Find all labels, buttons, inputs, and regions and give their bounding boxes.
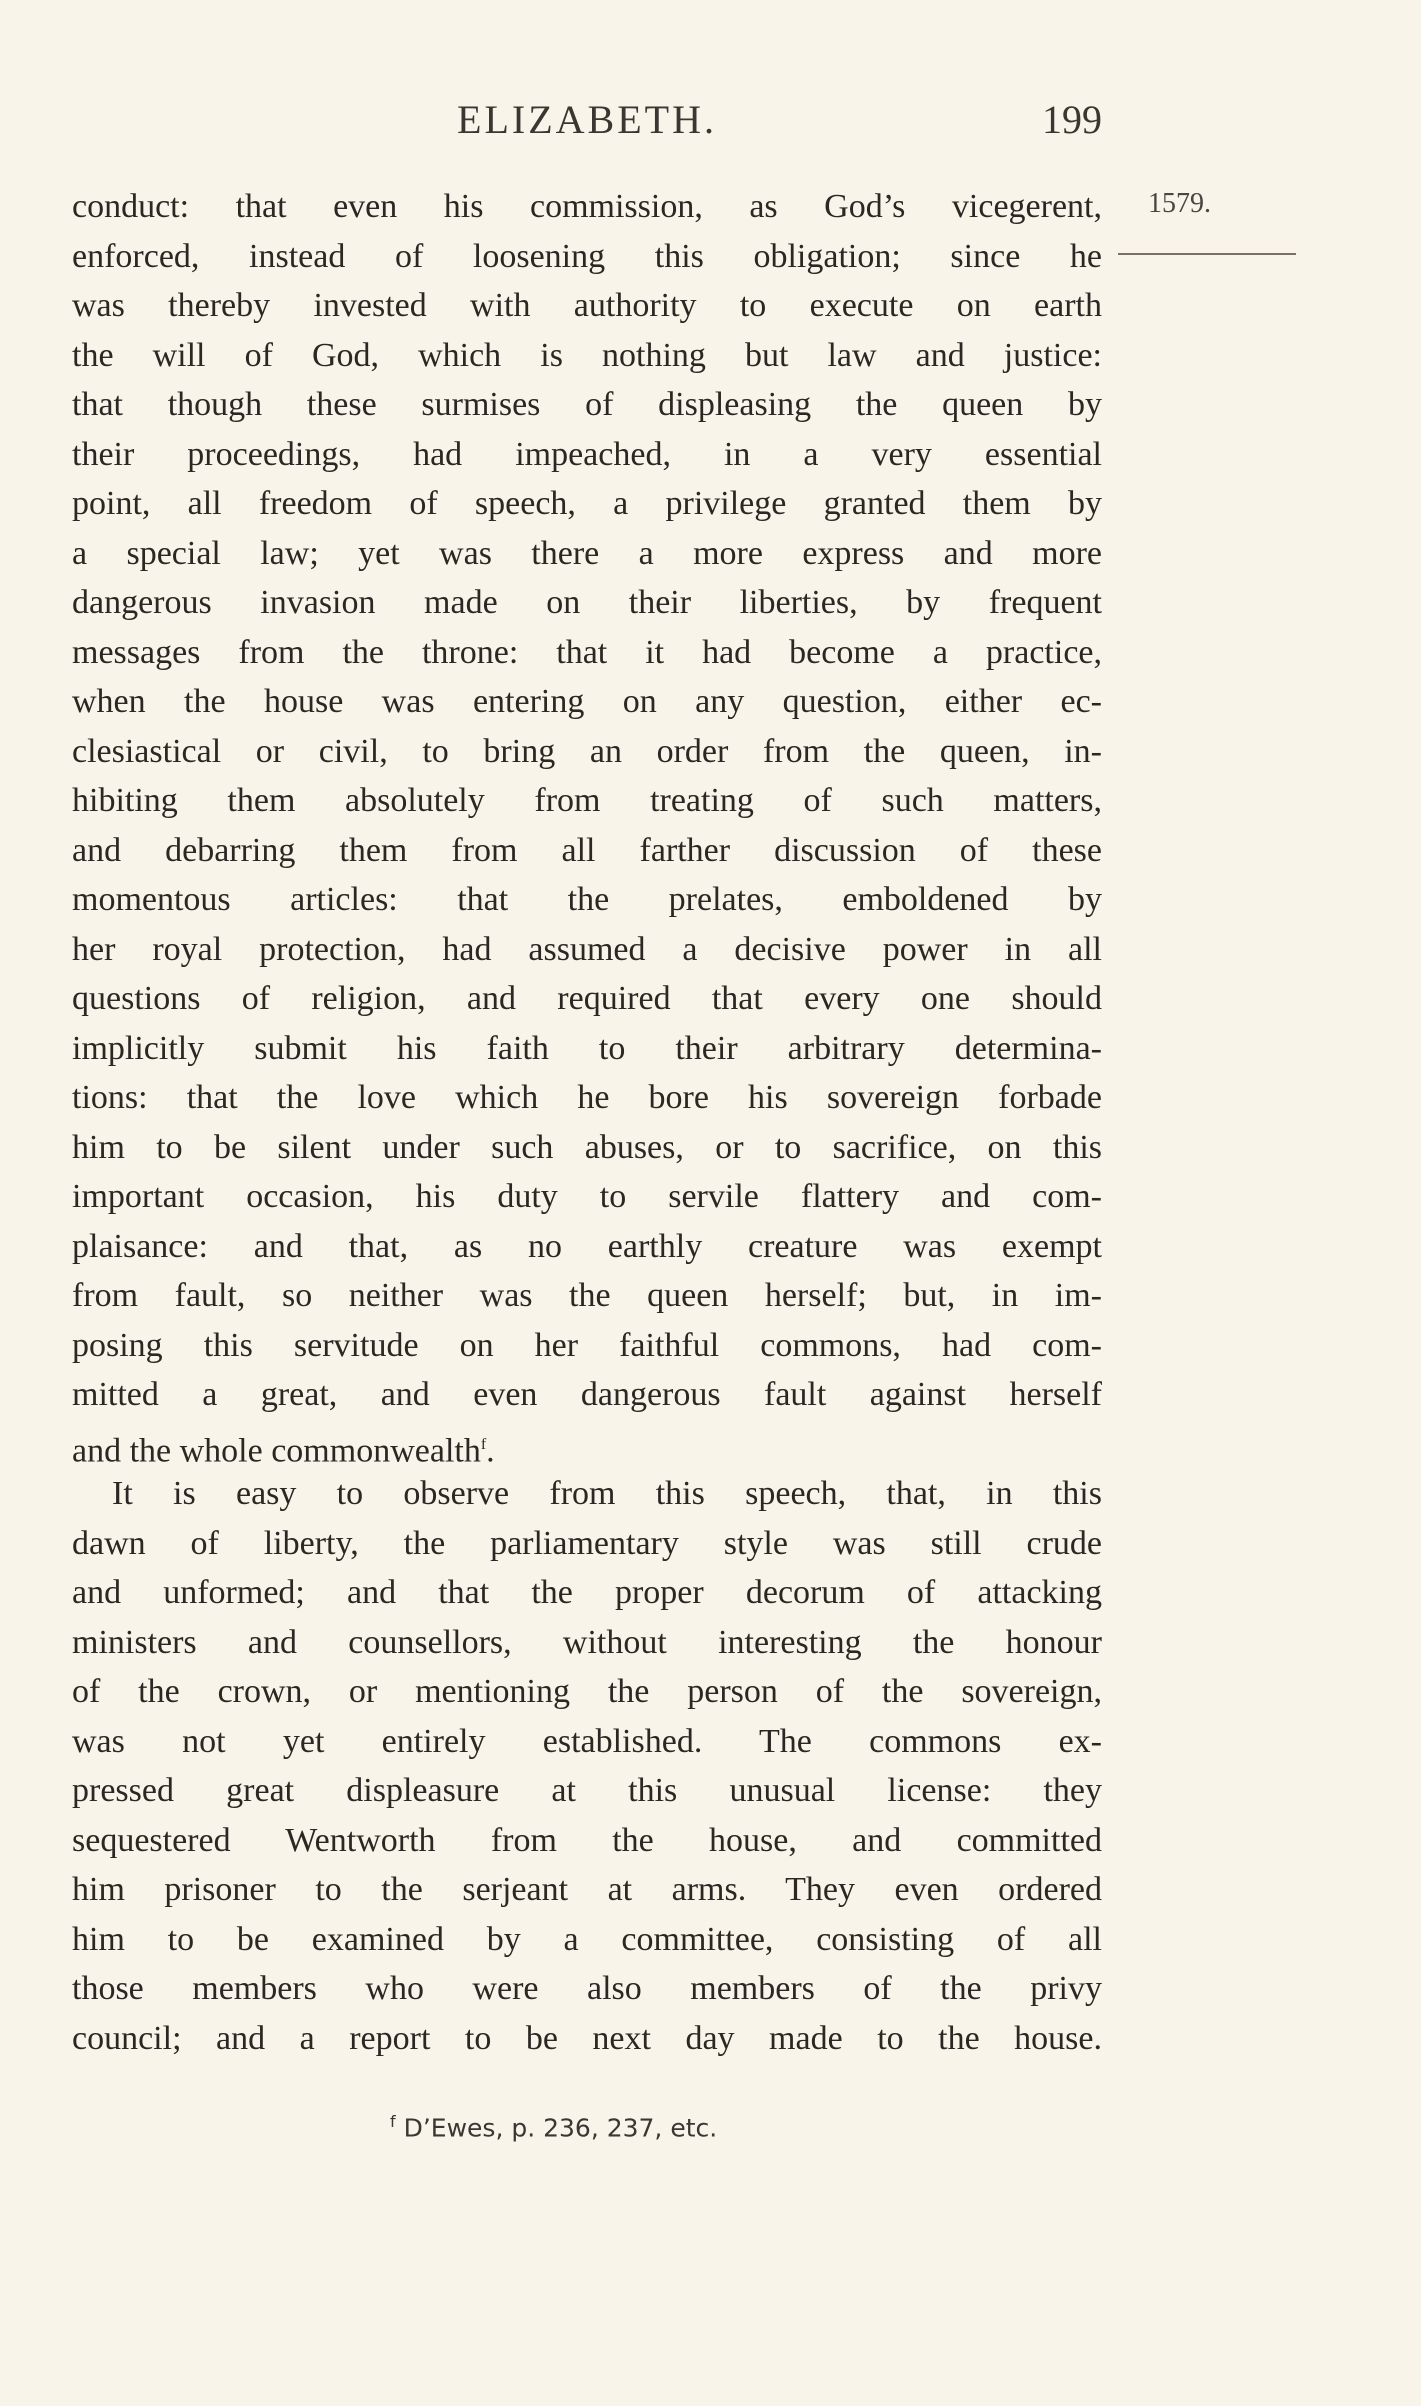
page-number: 199 bbox=[1042, 97, 1102, 142]
margin-rule bbox=[1118, 253, 1296, 255]
text-line: dangerous invasion made on their liberties, by frequent bbox=[72, 584, 1102, 621]
footnote-marker: f bbox=[390, 2112, 396, 2131]
text-line: pressed great displeasure at this unusual license: they bbox=[72, 1772, 1102, 1809]
text-line: questions of religion, and required that every one should bbox=[72, 980, 1102, 1017]
running-head-title: ELIZABETH. bbox=[457, 97, 717, 142]
text-line: plaisance: and that, as no earthly creature was exempt bbox=[72, 1227, 1102, 1265]
text-line: those members who were also members of the privy bbox=[72, 1970, 1102, 2007]
text-line: from fault, so neither was the queen herself; but, in im- bbox=[72, 1277, 1102, 1314]
text-line: her royal protection, had assumed a decisive power in all bbox=[72, 930, 1102, 968]
running-head bbox=[72, 96, 1102, 156]
text-line: important occasion, his duty to servile flattery and com- bbox=[72, 1178, 1102, 1215]
text-line: was thereby invested with authority to execute on earth bbox=[72, 287, 1102, 324]
body-text bbox=[72, 182, 1102, 2063]
text-line-content: and the whole commonwealth bbox=[72, 1431, 481, 1469]
text-line: that though these surmises of displeasing the queen by bbox=[72, 386, 1102, 423]
text-line: tions: that the love which he bore his sovereign forbade bbox=[72, 1079, 1102, 1116]
text-line: a special law; yet was there a more express and more bbox=[72, 534, 1102, 572]
text-line: of the crown, or mentioning the person of the sovereign, bbox=[72, 1673, 1102, 1710]
text-line: clesiastical or civil, to bring an order from the queen, in- bbox=[72, 732, 1102, 770]
text-line: council; and a report to be next day made to the house. bbox=[72, 2019, 1102, 2057]
text-line: was not yet entirely established. The commons ex- bbox=[72, 1722, 1102, 1760]
sentence-period: . bbox=[486, 1431, 495, 1469]
text-line: conduct: that even his commission, as God’s vicegerent, bbox=[72, 188, 1102, 225]
text-line: enforced, instead of loosening this obligation; since he bbox=[72, 237, 1102, 275]
paragraph-start-line: It is easy to observe from this speech, that, in this bbox=[112, 1475, 1102, 1512]
text-line: hibiting them absolutely from treating of such matters, bbox=[72, 782, 1102, 819]
text-line: their proceedings, had impeached, in a very essential bbox=[72, 435, 1102, 473]
footnote-text: D’Ewes, p. 236, 237, etc. bbox=[403, 2113, 718, 2143]
text-line: and debarring them from all farther discussion of these bbox=[72, 831, 1102, 869]
text-line: posing this servitude on her faithful commons, had com- bbox=[72, 1326, 1102, 1364]
text-line: him prisoner to the serjeant at arms. They even ordered bbox=[72, 1871, 1102, 1908]
paragraph-end-line bbox=[72, 1420, 1102, 1470]
footnote bbox=[390, 2112, 717, 2142]
text-line: momentous articles: that the prelates, emboldened by bbox=[72, 881, 1102, 918]
text-line: point, all freedom of speech, a privilege granted them by bbox=[72, 485, 1102, 522]
text-line: when the house was entering on any question, either ec- bbox=[72, 683, 1102, 720]
text-line: ministers and counsellors, without interesting the honour bbox=[72, 1623, 1102, 1661]
text-line: messages from the throne: that it had become a practice, bbox=[72, 633, 1102, 671]
text-line: dawn of liberty, the parliamentary style was still crude bbox=[72, 1524, 1102, 1562]
text-line: him to be silent under such abuses, or to sacrifice, on this bbox=[72, 1128, 1102, 1166]
text-line: him to be examined by a committee, consisting of all bbox=[72, 1920, 1102, 1958]
footnote-reference: f bbox=[480, 1435, 487, 1453]
text-line: the will of God, which is nothing but law and justice: bbox=[72, 336, 1102, 374]
text-line: implicitly submit his faith to their arbitrary determina- bbox=[72, 1029, 1102, 1067]
text-line: and unformed; and that the proper decorum of attacking bbox=[72, 1574, 1102, 1611]
text-line: mitted a great, and even dangerous fault against herself bbox=[72, 1376, 1102, 1413]
margin-year: 1579. bbox=[1148, 188, 1211, 219]
text-line: sequestered Wentworth from the house, and committed bbox=[72, 1821, 1102, 1859]
